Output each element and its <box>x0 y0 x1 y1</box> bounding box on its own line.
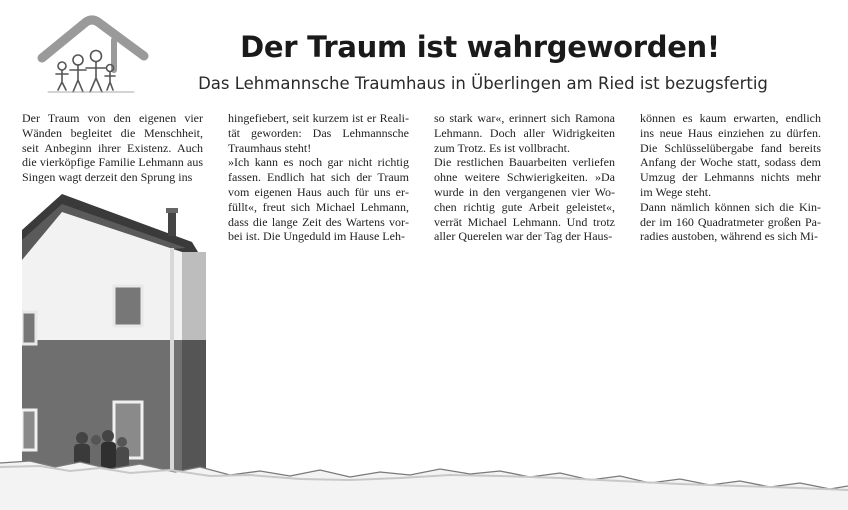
text-column-4 <box>640 111 821 244</box>
paragraph: Dann nämlich können sich die Kinder im 160 Quadratmeter großen Paradies austoben, während es sich Mi- <box>640 199 821 244</box>
paragraph: können es kaum erwarten, endlich ins neue Haus einziehen zu dürfen. Die Schlüsselübergabe fand bereits Anfang der Woche statt, sodass dem Umzug der Lehmanns nichts mehr im Wege steht. <box>640 111 821 199</box>
subheadline: Das Lehmannsche Traumhaus in Überlingen am Ried ist bezugsfertig <box>198 74 768 93</box>
paragraph: »Ich kann es noch gar nicht richtig fassen. Endlich hat sich der Traum vom eigenen Haus auch für uns erfüllt«, freut sich Michael Lehmann, dass die lange Zeit des Wartens vorbei ist. Die Ungeduld im Hause Leh- <box>228 155 409 244</box>
house-photo <box>22 190 206 480</box>
paragraph: hingefiebert, seit kurzem ist er Realität geworden: Das Lehmannsche Traumhaus steht! <box>228 111 409 155</box>
headline: Der Traum ist wahrgeworden! <box>240 30 720 64</box>
torn-paper-edge <box>0 445 848 510</box>
paragraph: Der Traum von den eigenen vier Wänden begleitet die Menschheit, seit Anbeginn ihrer Existenz. Auch die vierköpfige Familie Lehmann aus Singen wagt derzeit den Sprung ins <box>22 111 203 185</box>
house-family-logo <box>34 10 152 100</box>
text-column-3 <box>434 111 615 244</box>
text-column-1 <box>22 111 203 185</box>
paragraph: Die restlichen Bauarbeiten verliefen ohne weitere Schwierigkeiten. »Da wurde in den vergangenen vier Wochen richtig gute Arbeit geleistet«, verrät Michael Lehmann. Und trotz aller Querelen war der Tag der Haus- <box>434 155 615 244</box>
text-column-2 <box>228 111 409 244</box>
paragraph: so stark war«, erinnert sich Ramona Lehmann. Doch aller Widrigkeiten zum Trotz. Es ist vollbracht. <box>434 111 615 155</box>
roof-icon <box>42 20 144 70</box>
family-figures-icon <box>48 51 134 93</box>
